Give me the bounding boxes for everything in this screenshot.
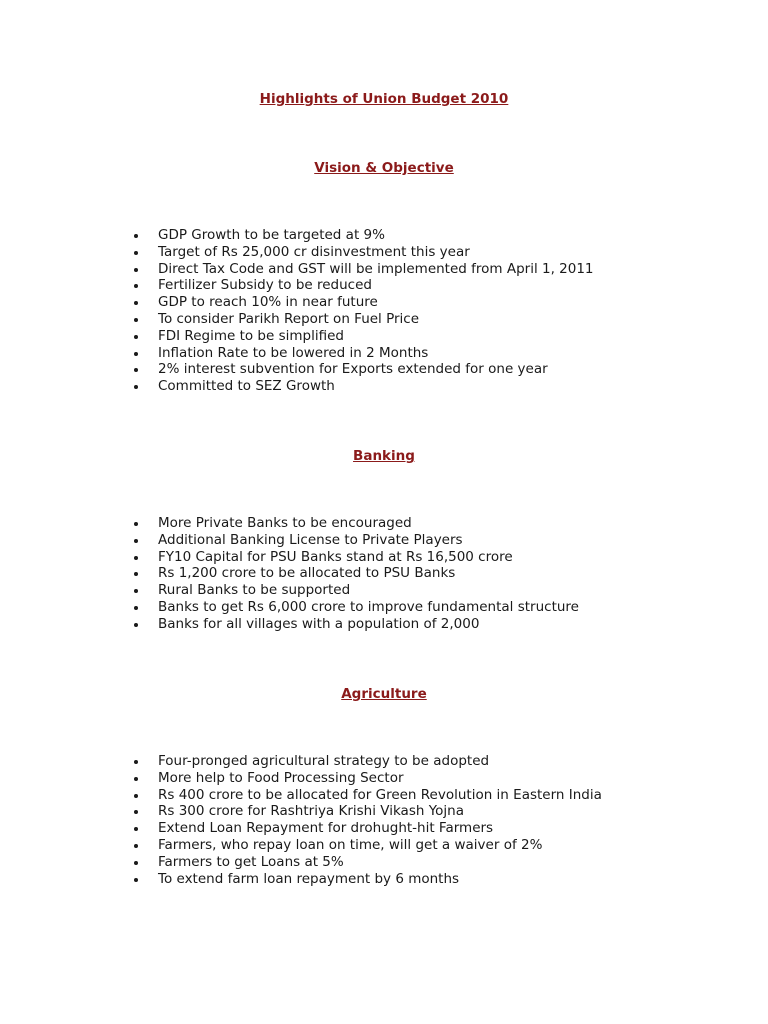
list-item: FY10 Capital for PSU Banks stand at Rs 16,500 crore (132, 549, 579, 566)
list-item: 2% interest subvention for Exports extended for one year (132, 361, 594, 378)
vision-list (132, 227, 594, 395)
agriculture-list (132, 753, 602, 887)
banking-list (132, 515, 579, 633)
list-item: Four-pronged agricultural strategy to be adopted (132, 753, 602, 770)
list-item: GDP to reach 10% in near future (132, 294, 594, 311)
section-heading-agriculture: Agriculture (341, 686, 427, 702)
list-item: More help to Food Processing Sector (132, 770, 602, 787)
list-item: Inflation Rate to be lowered in 2 Months (132, 345, 594, 362)
list-item: Farmers to get Loans at 5% (132, 854, 602, 871)
list-item: To extend farm loan repayment by 6 months (132, 871, 602, 888)
list-item: Additional Banking License to Private Players (132, 532, 579, 549)
list-item: Rs 1,200 crore to be allocated to PSU Banks (132, 565, 579, 582)
section-heading-vision: Vision & Objective (314, 160, 454, 176)
list-item: Direct Tax Code and GST will be implemented from April 1, 2011 (132, 261, 594, 278)
list-item: FDI Regime to be simplified (132, 328, 594, 345)
list-item: Committed to SEZ Growth (132, 378, 594, 395)
list-item: Rs 300 crore for Rashtriya Krishi Vikash Yojna (132, 803, 602, 820)
list-item: Fertilizer Subsidy to be reduced (132, 277, 594, 294)
list-item: Rs 400 crore to be allocated for Green Revolution in Eastern India (132, 787, 602, 804)
list-item: Extend Loan Repayment for drohught-hit Farmers (132, 820, 602, 837)
document-title: Highlights of Union Budget 2010 (259, 91, 509, 107)
list-item: GDP Growth to be targeted at 9% (132, 227, 594, 244)
list-item: Banks for all villages with a population of 2,000 (132, 616, 579, 633)
list-item: More Private Banks to be encouraged (132, 515, 579, 532)
section-heading-banking: Banking (353, 448, 415, 464)
list-item: Farmers, who repay loan on time, will get a waiver of 2% (132, 837, 602, 854)
list-item: Rural Banks to be supported (132, 582, 579, 599)
list-item: Banks to get Rs 6,000 crore to improve fundamental structure (132, 599, 579, 616)
list-item: Target of Rs 25,000 cr disinvestment this year (132, 244, 594, 261)
list-item: To consider Parikh Report on Fuel Price (132, 311, 594, 328)
